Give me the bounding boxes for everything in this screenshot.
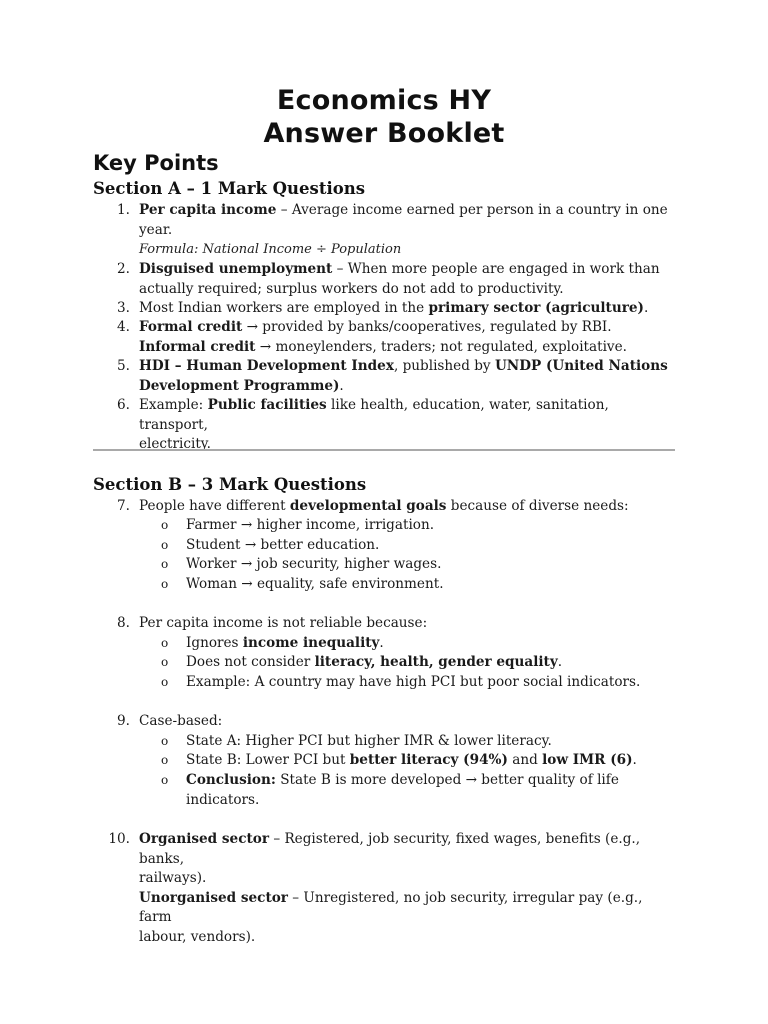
sub-item-text: Example: A country may have high PCI but poor social indicators. (186, 674, 641, 690)
definition: → provided by banks/cooperatives, regulated by RBI. (242, 319, 612, 335)
item-text-cont: electricity. (139, 436, 211, 453)
punct: . (339, 377, 344, 394)
item-text: Most Indian workers are employed in the (139, 300, 429, 316)
term-2: UNDP (United Nations (494, 358, 668, 374)
term: Formal credit (139, 319, 243, 335)
sub-item-text-cont: indicators. (186, 791, 260, 808)
definition-2: → moneylenders, traders; not regulated, exploitative. (255, 338, 627, 355)
punct: . (379, 635, 384, 651)
item-number: 7. (117, 498, 130, 514)
bullet-icon: o (161, 753, 169, 767)
term-2: low IMR (6) (542, 752, 633, 768)
bullet-icon: o (161, 557, 169, 571)
item-text: Case-based: (139, 713, 223, 729)
definition: – Average income earned per person in a country in one (276, 202, 668, 218)
sub-item-text: State B is more developed → better quality of life (275, 772, 619, 788)
section-a-heading: Section A – 1 Mark Questions (93, 179, 366, 198)
bullet-icon: o (161, 655, 169, 669)
item-number: 3. (117, 300, 130, 316)
sub-item-text: State B: Lower PCI but (186, 752, 350, 768)
sub-item-text: State A: Higher PCI but higher IMR & lower literacy. (186, 733, 552, 749)
item-text: People have different (139, 498, 290, 514)
term: developmental goals (289, 498, 447, 514)
bullet-icon: o (161, 734, 169, 748)
definition-cont: railways). (139, 870, 207, 887)
punct: . (632, 752, 637, 768)
term: income inequality (242, 635, 380, 651)
bullet-icon: o (161, 675, 169, 689)
sub-item-text: Farmer → higher income, irrigation. (186, 517, 435, 533)
sub-item-text: Worker → job security, higher wages. (186, 556, 442, 572)
term: HDI – Human Development Index (139, 358, 394, 374)
bullet-icon: o (161, 773, 169, 787)
term: Public facilities (207, 397, 327, 413)
item-text: Example: (139, 397, 208, 413)
bullet-icon: o (161, 636, 169, 650)
item-number: 4. (117, 319, 130, 335)
punct: . (557, 654, 563, 670)
sub-item-text: Student → better education. (186, 537, 380, 553)
definition-2: – Unregistered, no job security, irregular pay (e.g., farm (139, 889, 643, 926)
item-number: 5. (117, 358, 130, 374)
term: better literacy (94%) (349, 752, 508, 768)
term: Conclusion: (186, 772, 276, 788)
term: Per capita income (139, 202, 277, 218)
term-2: Informal credit (139, 338, 256, 355)
definition: – Registered, job security, fixed wages, benefits (e.g., banks, (139, 831, 641, 867)
definition: – When more people are engaged in work than (332, 261, 660, 277)
term: literacy, health, gender equality (314, 654, 558, 670)
definition-cont: actually required; surplus workers do not add to productivity. (139, 280, 564, 297)
formula: Formula: National Income ÷ Population (139, 242, 402, 258)
item-number: 9. (117, 713, 130, 729)
item-number: 6. (117, 397, 130, 413)
term-2: Unorganised sector (139, 889, 288, 906)
bullet-icon: o (161, 577, 169, 591)
item-number: 10. (108, 831, 130, 847)
term: primary sector (agriculture) (428, 300, 644, 316)
section-divider (93, 449, 675, 451)
punct: . (643, 300, 649, 316)
bullet-icon: o (161, 518, 169, 532)
term-2-cont: Development Programme) (139, 377, 340, 394)
bullet-icon: o (161, 538, 169, 552)
sub-item-text: Woman → equality, safe environment. (186, 576, 444, 592)
term: Organised sector (139, 831, 269, 847)
item-text-2: because of diverse needs: (446, 498, 629, 514)
sub-item-text: Does not consider (186, 654, 315, 670)
title-line-2: Answer Booklet (263, 118, 505, 149)
sub-item-text-2: and (507, 752, 543, 768)
item-text-2: like health, education, water, sanitation, transport, (139, 397, 609, 433)
item-number: 2. (117, 261, 130, 277)
item-text: Per capita income is not reliable because: (139, 615, 428, 631)
definition-2-cont: labour, vendors). (139, 928, 256, 945)
term: Disguised unemployment (139, 261, 333, 277)
item-number: 1. (117, 202, 130, 218)
section-b-heading: Section B – 3 Mark Questions (93, 475, 367, 494)
item-text: , published by (393, 358, 495, 374)
key-points-heading: Key Points (93, 151, 219, 175)
sub-item-text: Ignores (186, 635, 243, 651)
title-line-1: Economics HY (276, 85, 492, 116)
definition-cont: year. (139, 221, 173, 238)
item-number: 8. (117, 615, 130, 631)
